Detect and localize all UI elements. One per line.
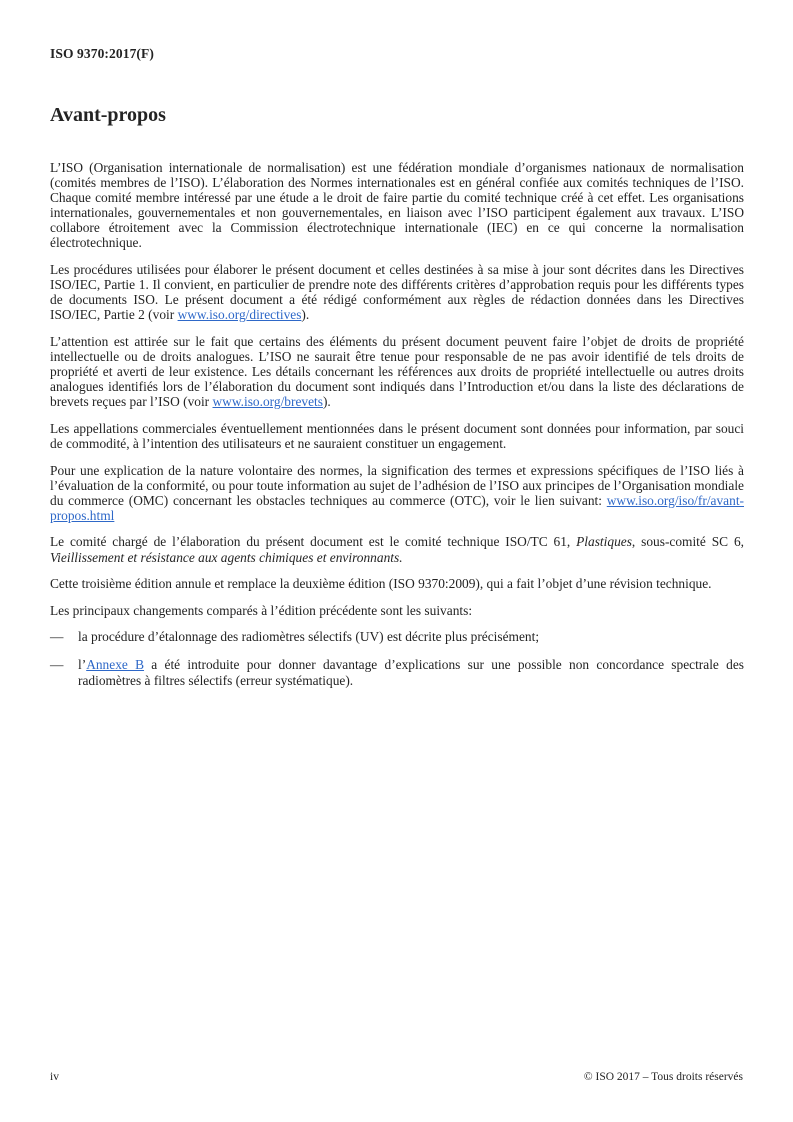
text-segment: L’ISO (Organisation internationale de normalisation) est une fédération mondiale d’organismes nationaux de normalisation (comités membres de l’ISO). L’élaboration des Normes internationales est en général confiée aux comités techniques de l’ISO. Chaque comité membre intéressé par une étude a le droit de faire partie du comité technique créé à cet effet. Les organisations internationales, gouvernementales et non gouvernementales, en liaison avec l’ISO participent également aux travaux. L’ISO collabore étroitement avec la Commission électrotechnique internationale (IEC) en ce qui concerne la normalisation électrotechnique. [50, 160, 744, 251]
page-footer [50, 1071, 743, 1083]
paragraph [50, 262, 744, 322]
text-segment: a été introduite pour donner davantage d’explications sur une possible non concordance spectrale des radiomètres à filtres sélectifs (erreur systématique). [78, 657, 744, 688]
copyright-notice: © ISO 2017 – Tous droits réservés [583, 1071, 743, 1083]
text-segment: la procédure d’étalonnage des radiomètres sélectifs (UV) est décrite plus précisément; [78, 629, 540, 645]
bullet-item [50, 657, 744, 687]
text-segment: Pour une explication de la nature volontaire des normes, la signification des termes et expressions spécifiques de l’ISO liés à l’évaluation de la conformité, ou pour toute information au sujet de l’adhésion de l’ISO aux principes de l’Organisation mondiale du commerce (OMC) concernant les obstacles techniques au commerce (OTC), voir le lien suivant: [50, 462, 744, 508]
text-segment: , sous-comité SC 6, [631, 534, 744, 550]
paragraph [50, 463, 744, 523]
text-segment: Les appellations commerciales éventuellement mentionnées dans le présent document sont données pour information, par souci de commodité, à l’intention des utilisateurs et ne sauraient constituer un engagement. [50, 420, 744, 451]
paragraph [50, 603, 744, 618]
text-segment: Les principaux changements comparés à l’édition précédente sont les suivants: [50, 602, 473, 618]
paragraph [50, 160, 744, 251]
paragraph [50, 576, 744, 591]
text-segment: ). [301, 307, 310, 323]
italic-text: Plastiques [576, 534, 632, 550]
paragraph [50, 421, 744, 451]
text-segment: l’ [78, 657, 87, 673]
bullet-dash: — [50, 657, 64, 673]
bullet-text [78, 629, 744, 644]
paragraph [50, 534, 744, 564]
link-annexe-b[interactable]: Annexe B [86, 657, 145, 673]
italic-text: Vieillissement et résistance aux agents chimiques et environnants. [50, 549, 403, 565]
bullet-dash: — [50, 629, 64, 645]
bullet-item [50, 629, 744, 644]
page-title: Avant-propos [50, 104, 166, 126]
link-iso-avant-propos[interactable]: www.iso.org/iso/fr/avant-propos.html [50, 492, 744, 523]
page-number: iv [50, 1071, 59, 1083]
document-reference: ISO 9370:2017(F) [50, 46, 154, 61]
link-iso-directives[interactable]: www.iso.org/directives [177, 307, 302, 323]
text-segment: ). [322, 394, 331, 410]
text-segment: Les procédures utilisées pour élaborer le présent document et celles destinées à sa mise à jour sont décrites dans les Directives ISO/IEC, Partie 1. Il convient, en particulier de prendre note des différents critères d’approbation requis pour les différents types de documents ISO. Le présent document a été rédigé conformément aux règles de rédaction données dans les Directives ISO/IEC, Partie 2 (voir [50, 262, 744, 323]
link-iso-brevets[interactable]: www.iso.org/brevets [212, 394, 323, 410]
text-segment: L’attention est attirée sur le fait que certains des éléments du présent document peuvent faire l’objet de droits de propriété intellectuelle ou de droits analogues. L’ISO ne saurait être tenue pour responsable de ne pas avoir identifié de tels droits de propriété et averti de leur existence. Les détails concernant les références aux droits de propriété intellectuelle ou autres droits analogues identifiés lors de l’élaboration du document sont indiqués dans l’Introduction et/ou dans la liste des déclarations de brevets reçues par l’ISO (voir [50, 333, 744, 410]
bullet-text [78, 657, 744, 687]
text-segment: Cette troisième édition annule et remplace la deuxième édition (ISO 9370:2009), qui a fait l’objet d’une révision technique. [50, 576, 712, 592]
foreword-content [50, 160, 744, 701]
paragraph [50, 334, 744, 409]
text-segment: Le comité chargé de l’élaboration du présent document est le comité technique ISO/TC 61, [50, 534, 577, 550]
